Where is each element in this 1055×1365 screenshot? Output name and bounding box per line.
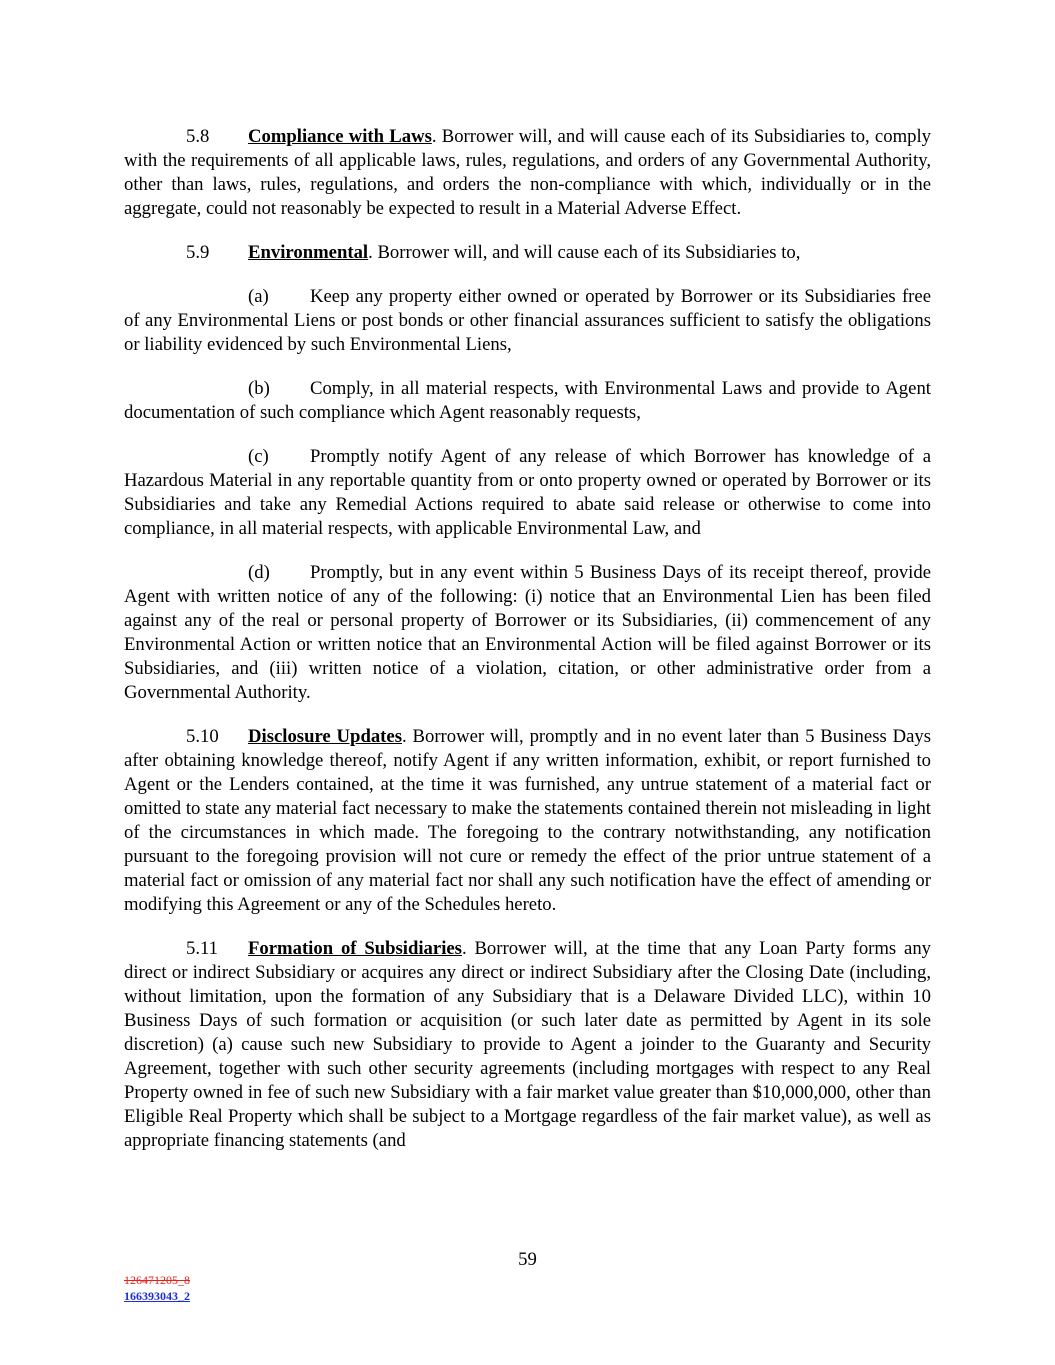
subsection-text: Keep any property either owned or operated by Borrower or its Subsidiaries free of any Environmental Liens or post bonds or other financial assurances sufficient to satisfy the obligations or liability evidenced by such Environmental Liens,	[124, 286, 931, 355]
section-number: 5.10	[186, 726, 219, 747]
old-document-id: 126471205_8	[124, 1273, 190, 1287]
section-text: . Borrower will, at the time that any Loan Party forms any direct or indirect Subsidiary or acquires any direct or indirect Subsidiary after the Closing Date (including, without limitation, upon the formation of any Subsidiary that is a Delaware Divided LLC), within 10 Business Days of such formation or acquisition (or such later date as permitted by Agent in its sole discretion) (a) cause such new Subsidiary to provide to Agent a joinder to the Guaranty and Security Agreement, together with such other security agreements (including mortgages with respect to any Real Property owned in fee of such new Subsidiary with a fair market value greater than $10,000,000, other than Eligible Real Property which shall be subject to a Mortgage regardless of the fair market value), as well as appropriate financing statements (and	[124, 938, 932, 1151]
new-document-id: 166393043_2	[124, 1289, 190, 1303]
section-5-9	[124, 241, 931, 265]
section-heading: Disclosure Updates	[248, 726, 402, 747]
subsection-letter: (b)	[248, 378, 270, 399]
subsection-text: Promptly notify Agent of any release of which Borrower has knowledge of a Hazardous Material in any reportable quantity from or onto property owned or operated by Borrower or its Subsidiaries and take any Remedial Actions required to abate said release or otherwise to come into compliance, in all material respects, with applicable Environmental Law, and	[124, 446, 931, 539]
section-text: . Borrower will, and will cause each of its Subsidiaries to,	[368, 242, 801, 263]
section-5-11	[124, 937, 931, 1153]
section-number: 5.8	[186, 126, 210, 147]
subsection-text: Comply, in all material respects, with Environmental Laws and provide to Agent documentation of such compliance which Agent reasonably requests,	[124, 378, 931, 423]
section-heading: Environmental	[248, 242, 369, 263]
subsection-text: Promptly, but in any event within 5 Business Days of its receipt thereof, provide Agent with written notice of any of the following: (i) notice that an Environmental Lien has been filed against any of the real or personal property of Borrower or its Subsidiaries, (ii) commencement of any Environmental Action or written notice that an Environmental Action will be filed against Borrower or its Subsidiaries, and (iii) written notice of a violation, citation, or other administrative order from a Governmental Authority.	[124, 562, 931, 703]
subsection-letter: (d)	[248, 562, 270, 583]
section-number: 5.9	[186, 242, 210, 263]
document-body	[124, 125, 931, 1173]
subsection-letter: (c)	[248, 446, 269, 467]
page-number: 59	[518, 1249, 537, 1270]
section-number: 5.11	[186, 938, 219, 959]
subsection-d	[124, 561, 931, 705]
section-5-10	[124, 725, 931, 917]
subsection-b	[124, 377, 931, 425]
subsection-a	[124, 285, 931, 357]
section-text: . Borrower will, promptly and in no event later than 5 Business Days after obtaining knowledge thereof, notify Agent if any written information, exhibit, or report furnished to Agent or the Lenders contained, at the time it was furnished, any untrue statement of a material fact or omitted to state any material fact necessary to make the statements contained therein not misleading in light of the circumstances in which made. The foregoing to the contrary notwithstanding, any notification pursuant to the foregoing provision will not cure or remedy the effect of the prior untrue statement of a material fact or omission of any material fact nor shall any such notification have the effect of amending or modifying this Agreement or any of the Schedules hereto.	[124, 726, 932, 915]
subsection-letter: (a)	[248, 286, 269, 307]
section-text: . Borrower will, and will cause each of its Subsidiaries to, comply with the requirements of all applicable laws, rules, regulations, and orders of any Governmental Authority, other than laws, rules, regulations, and orders the non-compliance with which, individually or in the aggregate, could not reasonably be expected to result in a Material Adverse Effect.	[124, 126, 931, 219]
section-heading: Compliance with Laws	[248, 126, 432, 147]
section-heading: Formation of Subsidiaries	[248, 938, 462, 959]
subsection-c	[124, 445, 931, 541]
section-5-8	[124, 125, 931, 221]
